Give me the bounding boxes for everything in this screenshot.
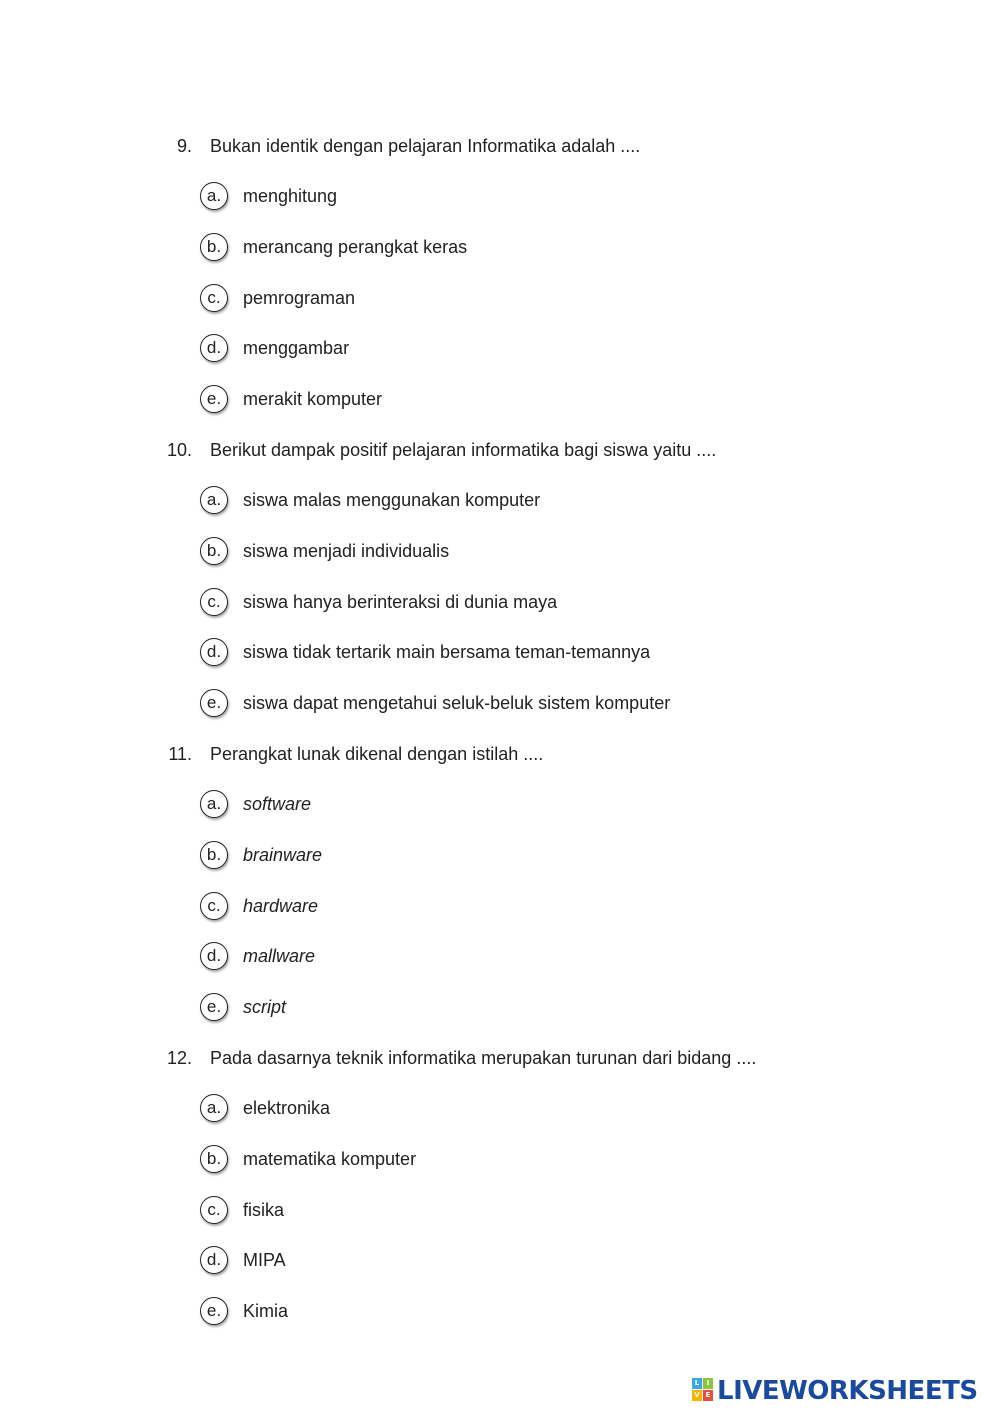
option-text: siswa tidak tertarik main bersama teman-temannya <box>243 642 651 662</box>
answer-option[interactable] <box>200 638 900 668</box>
question-number: 12. <box>166 1048 192 1068</box>
answer-option[interactable] <box>200 537 900 567</box>
answer-option[interactable] <box>200 486 900 516</box>
logo-block-v: V <box>692 1390 702 1401</box>
option-select-circle[interactable]: c. <box>200 284 228 312</box>
answer-option[interactable] <box>200 689 900 719</box>
option-select-circle[interactable]: a. <box>200 486 228 514</box>
option-select-circle[interactable]: a. <box>200 1094 228 1122</box>
option-select-circle[interactable]: a. <box>200 790 228 818</box>
option-text: siswa malas menggunakan komputer <box>243 490 541 510</box>
option-select-circle[interactable]: c. <box>200 892 228 920</box>
option-select-circle[interactable]: b. <box>200 233 228 261</box>
question-number: 9. <box>176 136 192 156</box>
logo-block-i: I <box>703 1378 713 1389</box>
answer-option[interactable] <box>200 182 900 212</box>
option-text: mallware <box>243 946 316 966</box>
answer-option[interactable] <box>200 993 900 1023</box>
option-select-circle[interactable]: c. <box>200 1196 228 1224</box>
answer-option[interactable] <box>200 1297 900 1327</box>
option-select-circle[interactable]: b. <box>200 537 228 565</box>
option-select-circle[interactable]: a. <box>200 182 228 210</box>
option-select-circle[interactable]: d. <box>200 334 228 362</box>
answer-option[interactable] <box>200 790 900 820</box>
option-select-circle[interactable]: b. <box>200 841 228 869</box>
option-text: hardware <box>243 896 319 916</box>
option-select-circle[interactable]: e. <box>200 1297 228 1325</box>
answer-option[interactable] <box>200 588 900 618</box>
option-text: menghitung <box>243 186 338 206</box>
question-text: Pada dasarnya teknik informatika merupakan turunan dari bidang .... <box>210 1048 757 1068</box>
option-select-circle[interactable]: d. <box>200 942 228 970</box>
option-text: script <box>243 997 287 1017</box>
question-text: Berikut dampak positif pelajaran informatika bagi siswa yaitu .... <box>210 440 717 460</box>
option-text: siswa dapat mengetahui seluk-beluk sistem komputer <box>243 693 671 713</box>
option-text: siswa hanya berinteraksi di dunia maya <box>243 592 558 612</box>
question-text: Bukan identik dengan pelajaran Informatika adalah .... <box>210 136 641 156</box>
answer-option[interactable] <box>200 1246 900 1276</box>
question-number: 10. <box>166 440 192 460</box>
answer-option[interactable] <box>200 1145 900 1175</box>
option-text: merancang perangkat keras <box>243 237 468 257</box>
option-text: fisika <box>243 1200 285 1220</box>
question-number: 11. <box>168 744 192 764</box>
option-select-circle[interactable]: e. <box>200 385 228 413</box>
option-text: elektronika <box>243 1098 331 1118</box>
answer-option[interactable] <box>200 334 900 364</box>
option-text: siswa menjadi individualis <box>243 541 450 561</box>
option-text: Kimia <box>243 1301 289 1321</box>
answer-option[interactable] <box>200 942 900 972</box>
option-select-circle[interactable]: d. <box>200 638 228 666</box>
logo-block-e: E <box>703 1390 713 1401</box>
option-select-circle[interactable]: c. <box>200 588 228 616</box>
answer-option[interactable] <box>200 385 900 415</box>
option-text: menggambar <box>243 338 350 358</box>
liveworksheets-logo <box>692 1376 992 1406</box>
logo-block-l: L <box>692 1378 702 1389</box>
option-select-circle[interactable]: e. <box>200 993 228 1021</box>
answer-option[interactable] <box>200 233 900 263</box>
answer-option[interactable] <box>200 892 900 922</box>
answer-option[interactable] <box>200 1196 900 1226</box>
option-text: software <box>243 794 312 814</box>
logo-blocks-icon <box>692 1378 714 1402</box>
question-text: Perangkat lunak dikenal dengan istilah .... <box>210 744 544 764</box>
option-select-circle[interactable]: b. <box>200 1145 228 1173</box>
option-select-circle[interactable]: e. <box>200 689 228 717</box>
answer-option[interactable] <box>200 841 900 871</box>
option-text: pemrograman <box>243 288 356 308</box>
option-text: MIPA <box>243 1250 286 1270</box>
answer-option[interactable] <box>200 284 900 314</box>
option-text: matematika komputer <box>243 1149 417 1169</box>
option-text: brainware <box>243 845 323 865</box>
option-select-circle[interactable]: d. <box>200 1246 228 1274</box>
option-text: merakit komputer <box>243 389 383 409</box>
logo-text: LIVEWORKSHEETS <box>717 1376 978 1406</box>
answer-option[interactable] <box>200 1094 900 1124</box>
